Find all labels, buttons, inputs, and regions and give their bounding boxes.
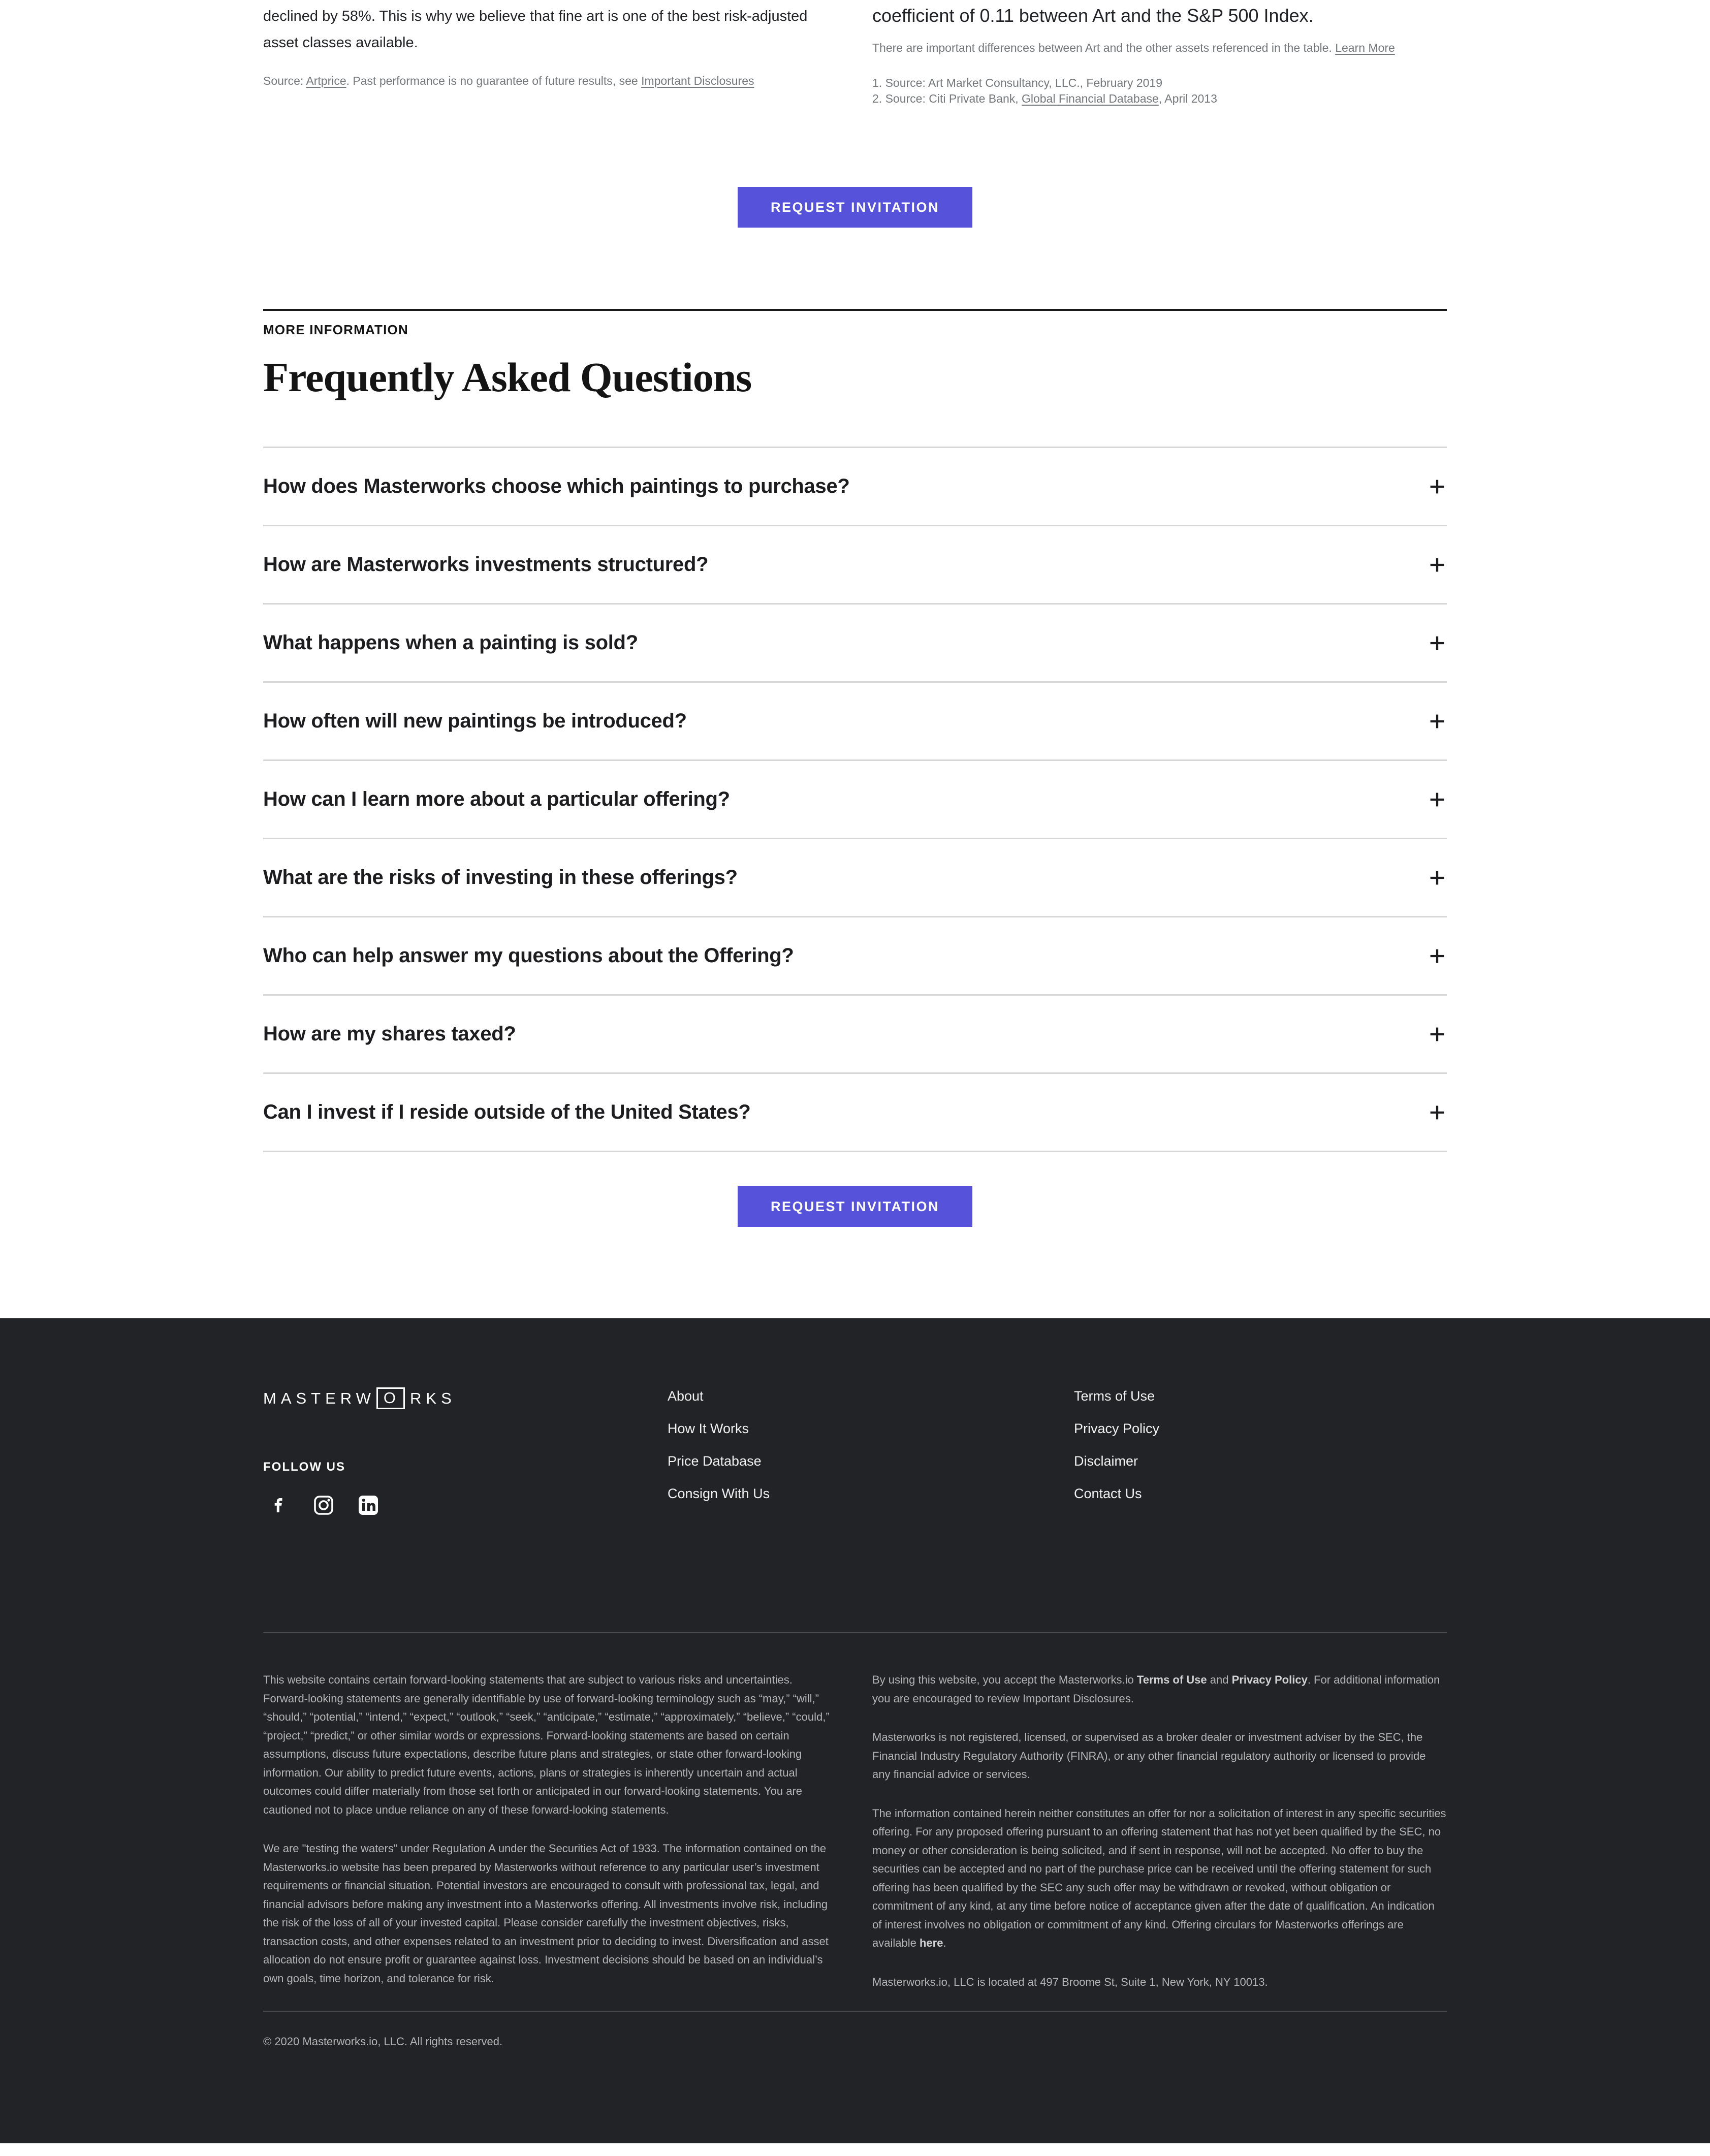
legal-text: The information contained herein neither constitutes an offer for nor a solicitation of interest in any specific securities offering. For any proposed offering pursuant to an offering statement that has not yet been qualified by the SEC, no money or other consideration is being solicited, and if sent in response, will not be accepted. No offer to buy the securities can be accepted and no part of the purchase price can be received until the offering statement for such offering has been qualified by the SEC any such offer may be withdrawn or revoked, without obligation or commitment of any kind, at any time before notice of acceptance given after the date of qualification. An indication of interest involves no obligation or commitment of any kind. Offering circulars for Masterworks offerings are available xyxy=(872,1806,1446,1949)
plus-icon xyxy=(1430,870,1445,885)
faq-item[interactable] xyxy=(263,916,1447,994)
legal-paragraph xyxy=(872,1804,1447,1953)
footer-divider-top xyxy=(263,1632,1447,1633)
follow-us-label: FOLLOW US xyxy=(263,1460,345,1474)
learn-more-link[interactable]: Learn More xyxy=(1335,41,1395,54)
request-invitation-button[interactable]: REQUEST INVITATION xyxy=(738,187,972,228)
footer-nav-primary xyxy=(668,1389,1074,1519)
footer-nav-item xyxy=(1074,1422,1447,1436)
logo-text-left: MASTERW xyxy=(263,1389,375,1407)
source-prefix: Source: xyxy=(263,74,306,87)
faq-item[interactable] xyxy=(263,603,1447,681)
instagram-icon[interactable] xyxy=(313,1495,334,1516)
linkedin-icon[interactable] xyxy=(358,1495,379,1516)
social-icons xyxy=(263,1495,668,1516)
legal-section xyxy=(263,1671,1447,1991)
footer-nav-item xyxy=(668,1487,1074,1501)
faq-question: How are my shares taxed? xyxy=(263,1023,516,1045)
legal-text: By using this website, you accept the Masterworks.io xyxy=(872,1673,1137,1686)
legal-paragraph: Masterworks.io, LLC is located at 497 Broome St, Suite 1, New York, NY 10013. xyxy=(872,1975,1268,1988)
intro-left-text: declined by 58%. This is why we believe that fine art is one of the best risk-adjusted asset classes available. xyxy=(263,8,808,51)
cta-row-top xyxy=(0,187,1710,228)
legal-paragraph xyxy=(872,1671,1447,1708)
intro-left-source xyxy=(263,73,838,89)
legal-paragraph: This website contains certain forward-looking statements that are subject to various risks and uncertainties. Forward-looking statements are generally identifiable by use of forward-looking terminology such as “may,” “will,” “should,” “potential,” “intend,” “expect,” “outlook,” “seek,” “anticipate,” “estimate,” “approximately,” “believe,” “could,” “project,” “predict,” or other similar words or expressions. Forward-looking statements are based on certain assumptions, discuss future expectations, describe future plans and strategies, or state other forward-looking information. Our ability to predict future events, actions, plans or strategies is inherently uncertain and actual outcomes could differ materially from those set forth or anticipated in our forward-looking statements. You are cautioned not to place undue reliance on any of these forward-looking statements. xyxy=(263,1673,830,1816)
terms-of-use-link[interactable]: Terms of Use xyxy=(1136,1673,1207,1686)
footer-link-how-it-works[interactable]: How It Works xyxy=(668,1421,749,1436)
footer-nav-item xyxy=(1074,1389,1447,1403)
legal-text: . For additional information you are encouraged to review Important Disclosures. xyxy=(872,1673,1440,1705)
footer-link-privacy[interactable]: Privacy Policy xyxy=(1074,1421,1160,1436)
intro-right-text: coefficient of 0.11 between Art and the S&P 500 Index. xyxy=(872,5,1314,26)
faq-item[interactable] xyxy=(263,759,1447,838)
footer-link-consign[interactable]: Consign With Us xyxy=(668,1486,770,1501)
faq-item[interactable] xyxy=(263,681,1447,759)
footer-nav-item xyxy=(1074,1454,1447,1468)
privacy-policy-link[interactable]: Privacy Policy xyxy=(1231,1673,1308,1686)
plus-icon xyxy=(1430,1027,1445,1042)
faq-question: How often will new paintings be introduced? xyxy=(263,710,687,732)
facebook-icon[interactable] xyxy=(268,1495,290,1516)
plus-icon xyxy=(1430,1105,1445,1120)
legal-paragraph: Masterworks is not registered, licensed, or supervised as a broker dealer or investment adviser by the SEC, the Financial Industry Regulatory Authority (FINRA), or any other financial regulatory authority or licensed to provide any financial advice or services. xyxy=(872,1731,1426,1781)
plus-icon xyxy=(1430,792,1445,807)
faq-title: Frequently Asked Questions xyxy=(263,354,752,400)
footer-link-about[interactable]: About xyxy=(668,1388,704,1404)
brand-block xyxy=(263,1387,668,1519)
faq-question: Who can help answer my questions about the Offering? xyxy=(263,944,794,967)
footer-link-price-database[interactable]: Price Database xyxy=(668,1453,762,1469)
logo-o-box xyxy=(376,1387,405,1409)
source-mid: . Past performance is no guarantee of future results, see xyxy=(346,74,642,87)
table-disclaimer xyxy=(872,40,1431,56)
faq-question: How does Masterworks choose which paintings to purchase? xyxy=(263,475,850,497)
faq-question: How are Masterworks investments structured? xyxy=(263,553,709,576)
plus-icon xyxy=(1430,636,1445,651)
footer-nav-legal xyxy=(1074,1389,1447,1519)
footer-link-contact[interactable]: Contact Us xyxy=(1074,1486,1142,1501)
intro-left-column xyxy=(263,3,838,107)
faq-question: What happens when a painting is sold? xyxy=(263,631,638,654)
source-note-1: 1. Source: Art Market Consultancy, LLC., February 2019 xyxy=(872,76,1163,89)
faq-question: Can I invest if I reside outside of the United States? xyxy=(263,1101,751,1123)
source-notes xyxy=(872,75,1447,107)
artprice-link[interactable]: Artprice xyxy=(306,74,346,87)
here-link[interactable]: here xyxy=(919,1937,943,1949)
faq-question: How can I learn more about a particular offering? xyxy=(263,788,730,810)
important-disclosures-link[interactable]: Important Disclosures xyxy=(641,74,754,87)
legal-text: . xyxy=(943,1937,946,1949)
intro-right-column xyxy=(872,3,1447,107)
global-financial-database-link[interactable]: Global Financial Database xyxy=(1022,92,1159,105)
footer-nav-item xyxy=(668,1389,1074,1403)
source-note-2-suffix: , April 2013 xyxy=(1158,92,1217,105)
copyright: © 2020 Masterworks.io, LLC. All rights reserved. xyxy=(263,2035,503,2048)
faq-item[interactable] xyxy=(263,525,1447,603)
plus-icon xyxy=(1430,948,1445,964)
masterworks-logo xyxy=(263,1387,668,1409)
faq-item[interactable] xyxy=(263,838,1447,916)
legal-text: and xyxy=(1207,1673,1232,1686)
disclaimer-text: There are important differences between Art and the other assets referenced in the table. xyxy=(872,41,1336,54)
plus-icon xyxy=(1430,479,1445,494)
footer-nav-item xyxy=(1074,1487,1447,1501)
request-invitation-button[interactable]: REQUEST INVITATION xyxy=(738,1186,972,1227)
cta-row-bottom xyxy=(0,1186,1710,1227)
faq-section xyxy=(263,309,1447,1152)
footer xyxy=(0,1318,1710,2143)
legal-left-column xyxy=(263,1671,838,1991)
logo-text-right: RKS xyxy=(410,1389,456,1407)
faq-list xyxy=(263,447,1447,1152)
faq-question: What are the risks of investing in these offerings? xyxy=(263,866,738,889)
logo-o-letter: O xyxy=(383,1389,401,1407)
intro-section xyxy=(0,0,1710,107)
legal-right-column xyxy=(872,1671,1447,1991)
legal-paragraph: We are "testing the waters" under Regulation A under the Securities Act of 1933. The information contained on the Masterworks.io website has been prepared by Masterworks without reference to any particular user’s investment requirements or financial situation. Potential investors are encouraged to consult with professional tax, legal, and financial advisors before making any investment into a Masterworks offering. All investments involve risk, including the risk of the loss of all of your invested capital. Please consider carefully the investment objectives, risks, transaction costs, and other expenses related to an investment prior to deciding to invest. Diversification and asset allocation do not ensure profit or guarantee against loss. Investment decisions should be based on an individual’s own goals, time horizon, and tolerance for risk. xyxy=(263,1842,829,1985)
faq-item[interactable] xyxy=(263,1072,1447,1151)
footer-link-terms[interactable]: Terms of Use xyxy=(1074,1388,1155,1404)
footer-link-disclaimer[interactable]: Disclaimer xyxy=(1074,1453,1138,1469)
plus-icon xyxy=(1430,714,1445,729)
faq-item[interactable] xyxy=(263,447,1447,525)
source-note-2-prefix: 2. Source: Citi Private Bank, xyxy=(872,92,1022,105)
plus-icon xyxy=(1430,557,1445,573)
section-divider xyxy=(263,309,1447,311)
footer-top xyxy=(263,1387,1447,1519)
footer-nav-item xyxy=(668,1454,1074,1468)
faq-item[interactable] xyxy=(263,994,1447,1072)
faq-eyebrow: MORE INFORMATION xyxy=(263,322,408,337)
footer-nav-item xyxy=(668,1422,1074,1436)
footer-divider-bottom xyxy=(263,2011,1447,2012)
